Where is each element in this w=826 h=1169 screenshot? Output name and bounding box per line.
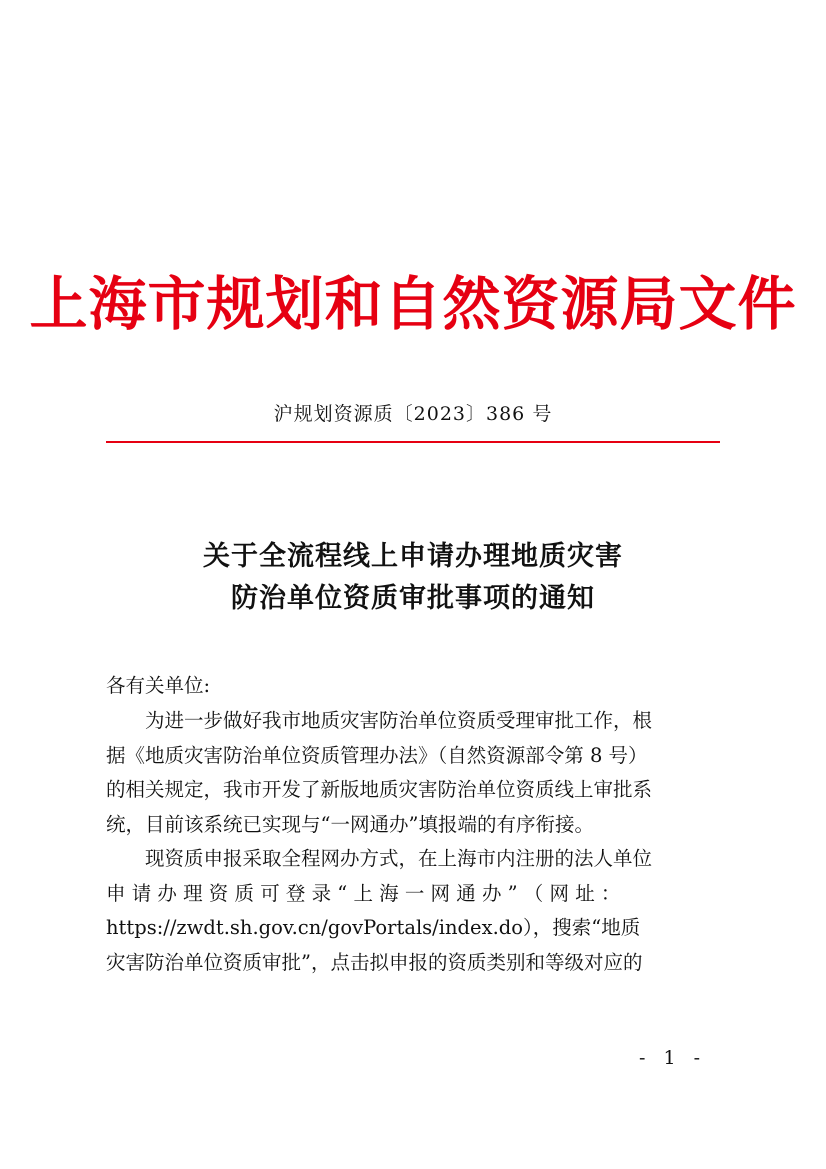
paragraph-2-line-2: 申 请 办 理 资 质 可 登 录 “ 上 海 一 网 通 办 ” （ 网 址 ： [106,881,621,905]
notice-title-line-2: 防治单位资质审批事项的通知 [231,583,595,614]
paragraph-1-line-3: 的相关规定，我市开发了新版地质灾害防治单位资质线上审批系 [106,778,653,801]
masthead-title: 上海市规划和自然资源局文件 [29,270,797,338]
salutation: 各有关单位: [106,674,211,697]
paragraph-1-line-4: 统，目前该系统已实现与“一网通办”填报端的有序衔接。 [106,812,594,836]
body-text [106,704,720,980]
document-number: 沪规划资源质〔2023〕386 号 [273,403,553,425]
paragraph-1-line-1: 为进一步做好我市地质灾害防治单位资质受理审批工作，根 [145,709,653,732]
paragraph-2-line-1: 现资质申报采取全程网办方式，在上海市内注册的法人单位 [145,847,653,870]
notice-title [0,536,826,620]
paragraph-2-line-3: https://zwdt.sh.gov.cn/govPortals/index.do），搜索“地质 [106,916,641,939]
red-divider-line [106,441,720,443]
paragraph-1-line-2: 据《地质灾害防治单位资质管理办法》（自然资源部令第 8 号） [106,743,648,767]
notice-title-line-1: 关于全流程线上申请办理地质灾害 [203,541,623,572]
paragraph-2-line-4: 灾害防治单位资质审批”，点击拟申报的资质类别和等级对应的 [106,950,643,974]
page-number: - 1 - [638,1047,706,1069]
